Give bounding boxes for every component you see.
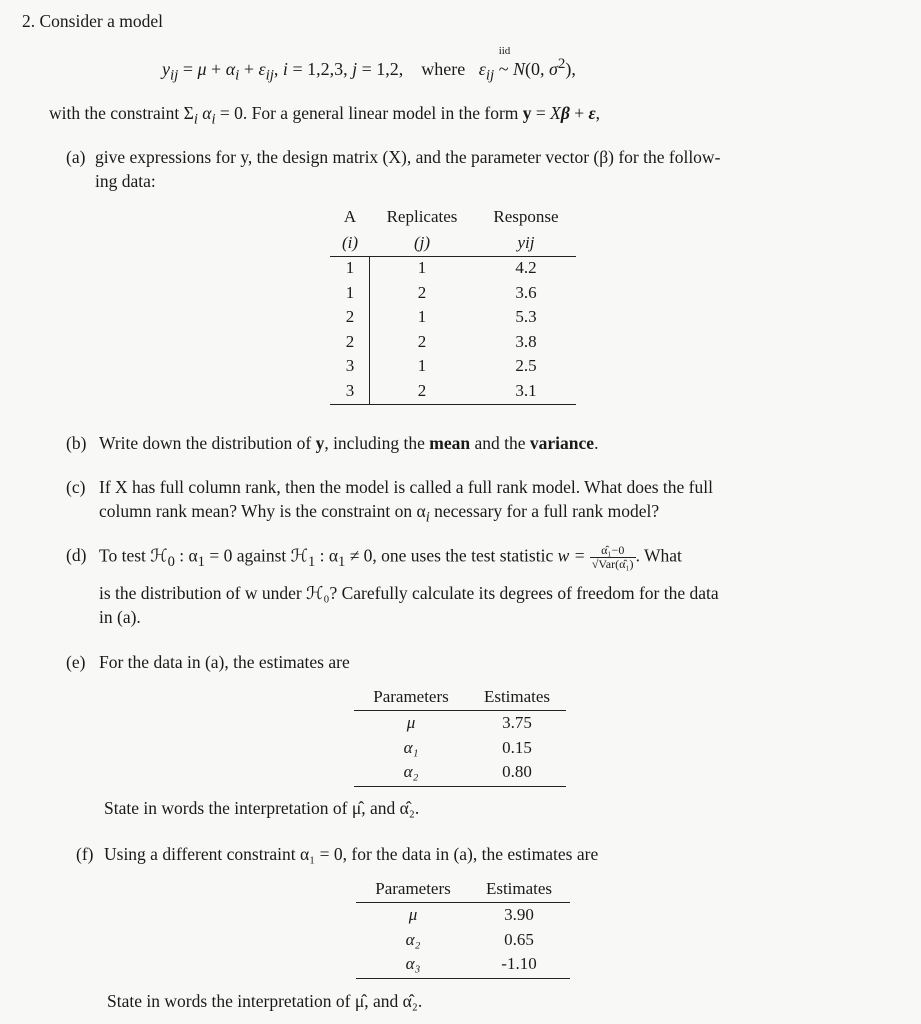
part-d-label: (d) — [66, 545, 87, 565]
part-a-label: (a) — [66, 147, 86, 167]
table-cell: 2 — [417, 282, 427, 302]
table-cell: 3 — [345, 380, 355, 400]
parameter-cell: μ — [408, 905, 418, 924]
subheader-yij: yij — [517, 233, 535, 252]
estimate-cell: 3.75 — [502, 713, 532, 732]
part-e-closing: State in words the interpretation of μ̂, and α̂₂. — [104, 798, 420, 818]
part-f-intro: Using a different constraint α₁ = 0, for the data in (a), the estimates are — [104, 844, 599, 864]
table-cell: 1 — [417, 356, 427, 375]
f-header-estimates: Estimates — [485, 879, 553, 898]
table-cell: 2 — [345, 331, 355, 351]
where-word: where — [421, 59, 466, 79]
e-header-estimates: Estimates — [483, 687, 551, 706]
parameter-cell: α₂ — [405, 929, 421, 949]
table-cell: 2 — [417, 380, 427, 400]
table-cell: 3.6 — [515, 282, 537, 302]
col-header-replicates: Replicates — [386, 207, 458, 226]
problem-heading: 2. Consider a model — [22, 11, 163, 31]
part-d-line3: in (a). — [99, 607, 141, 627]
part-e-intro: For the data in (a), the estimates are — [99, 652, 350, 672]
e-rule-top — [354, 710, 566, 711]
table-cell: 2 — [345, 307, 355, 326]
part-d-line2: is the distribution of w under ℋ₀? Carefully calculate its degrees of freedom for the data — [99, 583, 719, 603]
estimate-cell: 0.65 — [504, 929, 534, 949]
parameter-cell: α₁ — [403, 737, 419, 757]
table-cell: 3.1 — [515, 380, 537, 400]
model-equation: $y_{ij} = \mu + \alpha_i + \varepsilon_{ij}$, i = 1,2,3, j = 1,2, where $\varepsilon_{ij}$ iid ~ N(0, $\sigma^2$), — [162, 45, 576, 84]
part-a-line2: ing data: — [95, 171, 156, 191]
col-header-response: Response — [493, 207, 559, 226]
f-rule-top — [356, 902, 570, 903]
table-cell: 1 — [345, 282, 355, 302]
part-c-line1: If X has full column rank, then the model is called a full rank model. What does the full — [99, 477, 713, 497]
part-f-label: (f) — [76, 844, 94, 864]
part-c-label: (c) — [66, 477, 86, 497]
table-cell: 2.5 — [515, 356, 537, 375]
f-rule-bottom — [356, 978, 570, 979]
table-cell: 3 — [345, 356, 355, 375]
part-a-line1: give expressions for y, the design matrix (X), and the parameter vector (β) for the follow- — [95, 147, 721, 167]
table-cell: 1 — [345, 258, 355, 277]
table-cell: 1 — [417, 258, 427, 277]
e-header-parameters: Parameters — [373, 687, 449, 706]
test-statistic-fraction: $\frac{\text{α̂₁−0}}{\text{√Var(α̂₁)}}$ — [591, 543, 634, 571]
part-b-label: (b) — [66, 433, 87, 453]
f-header-parameters: Parameters — [375, 879, 451, 898]
parameter-cell: α₃ — [405, 954, 421, 973]
table-cell: 3.8 — [515, 331, 537, 351]
part-d-line1: To test ℋ$_0$ : $\alpha_1 = 0$ against ℋ$_1$ : $\alpha_1 \ne 0$, one uses the test statistic w = $\frac{\text{α̂₁−0}}{\text{√Var(α̂₁)}}$ . What — [99, 543, 682, 571]
e-rule-bottom — [354, 786, 566, 787]
table-cell: 1 — [417, 307, 427, 326]
table-rule-bottom — [330, 404, 576, 405]
part-f-closing: State in words the interpretation of μ̂, and α̂₂. — [107, 991, 423, 1011]
parameter-cell: α₂ — [403, 762, 419, 781]
estimate-cell: 3.90 — [504, 905, 534, 924]
estimate-cell: -1.10 — [501, 954, 537, 973]
subheader-i: (i) — [341, 233, 359, 252]
subheader-j: (j) — [413, 233, 431, 252]
part-b-text: Write down the distribution of y, including the mean and the variance. — [99, 433, 599, 453]
estimate-cell: 0.15 — [502, 737, 532, 757]
table-cell: 4.2 — [515, 258, 537, 277]
estimate-cell: 0.80 — [502, 762, 532, 781]
table-cell: 5.3 — [515, 307, 537, 326]
table-cell: 2 — [417, 331, 427, 351]
part-e-label: (e) — [66, 652, 86, 672]
parameter-cell: μ — [406, 713, 416, 732]
col-header-a: A — [343, 207, 357, 226]
constraint-line: with the constraint $\Sigma_i$ $\alpha_i = 0$. For a general linear model in the form y = Xβ + ε, — [49, 103, 601, 128]
part-c-line2: column rank mean? Why is the constraint on $\alpha_i$ necessary for a full rank model? — [99, 501, 660, 526]
